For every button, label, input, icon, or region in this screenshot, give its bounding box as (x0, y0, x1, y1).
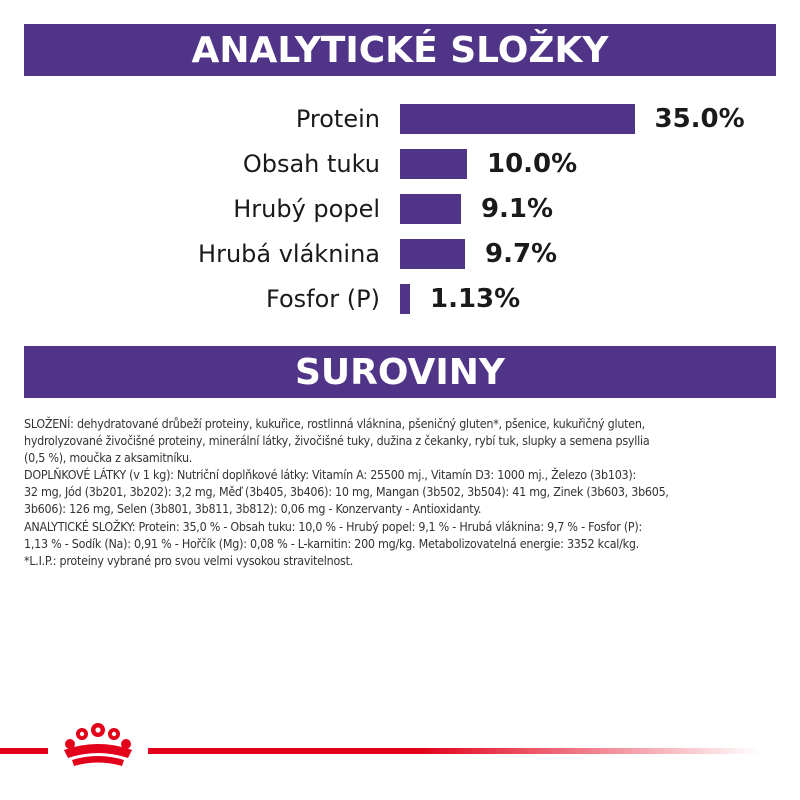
composition-line: 32 mg, Jód (3b201, 3b202): 3,2 mg, Měď (3b405, 3b406): 10 mg, Mangan (3b502, 3b504): 41 mg, Zinek (3b603, 3b605, (24, 484, 669, 500)
composition-line: 1,13 % - Sodík (Na): 0,91 % - Hořčík (Mg): 0,08 % - L-karnitin: 200 mg/kg. Metabolizovatelná energie: 3352 kcal/kg. (24, 535, 639, 551)
bar (400, 104, 635, 134)
chart-row (0, 102, 800, 136)
bar-label: Obsah tuku (242, 150, 380, 178)
bar-label: Protein (295, 105, 380, 133)
bar-value-label: 10.0% (487, 149, 578, 179)
composition-line: ANALYTICKÉ SLOŽKY: Protein: 35,0 % - Obsah tuku: 10,0 % - Hrubý popel: 9,1 % - Hrubá vláknina: 9,7 % - Fosfor (P): (24, 518, 643, 534)
chart-row (0, 147, 800, 181)
composition-line: (0,5 %), moučka z aksamitníku. (24, 450, 193, 466)
bar-label: Hrubá vláknina (198, 240, 380, 268)
bar-label: Hrubý popel (233, 195, 380, 223)
chart-row (0, 192, 800, 226)
bar-value-label: 1.13% (430, 284, 521, 314)
composition-line: SLOŽENÍ: dehydratované drůbeží proteiny, kukuřice, rostlinná vláknina, pšeničný gluten*, pšenice, kukuřičný gluten, (24, 416, 645, 431)
chart-row (0, 282, 800, 316)
bar (400, 239, 465, 269)
royal-canin-crown-icon (48, 722, 148, 774)
analytical-components-title: ANALYTICKÉ SLOŽKY (191, 29, 609, 71)
composition-line: 3b606): 126 mg, Selen (3b801, 3b811, 3b812): 0,06 mg - Konzervanty - Antioxidanty. (24, 501, 482, 517)
bar-value-label: 35.0% (654, 104, 745, 134)
composition-line: hydrolyzované živočišné proteiny, minerální látky, živočišné tuky, dužina z čekanky, rybí tuk, slupky a semena psyllia (24, 433, 650, 449)
bar (400, 194, 461, 224)
ingredients-banner (24, 346, 776, 398)
composition-line: DOPLŇKOVÉ LÁTKY (v 1 kg): Nutriční doplňkové látky: Vitamín A: 25500 mj., Vitamín D3: 1000 mj., Železo (3b103): (24, 467, 636, 483)
analytical-components-banner (24, 24, 776, 76)
bar-value-label: 9.7% (484, 239, 558, 269)
bar (400, 284, 410, 314)
chart-row (0, 237, 800, 271)
bar-label: Fosfor (P) (266, 285, 380, 313)
bar (400, 149, 467, 179)
footer-red-line-start (0, 748, 50, 754)
ingredients-title: SUROVINY (295, 351, 505, 393)
composition-line: *L.I.P.: proteiny vybrané pro svou velmi vysokou stravitelnost. (24, 552, 353, 568)
composition-text (24, 415, 776, 569)
bar-value-label: 9.1% (480, 194, 554, 224)
